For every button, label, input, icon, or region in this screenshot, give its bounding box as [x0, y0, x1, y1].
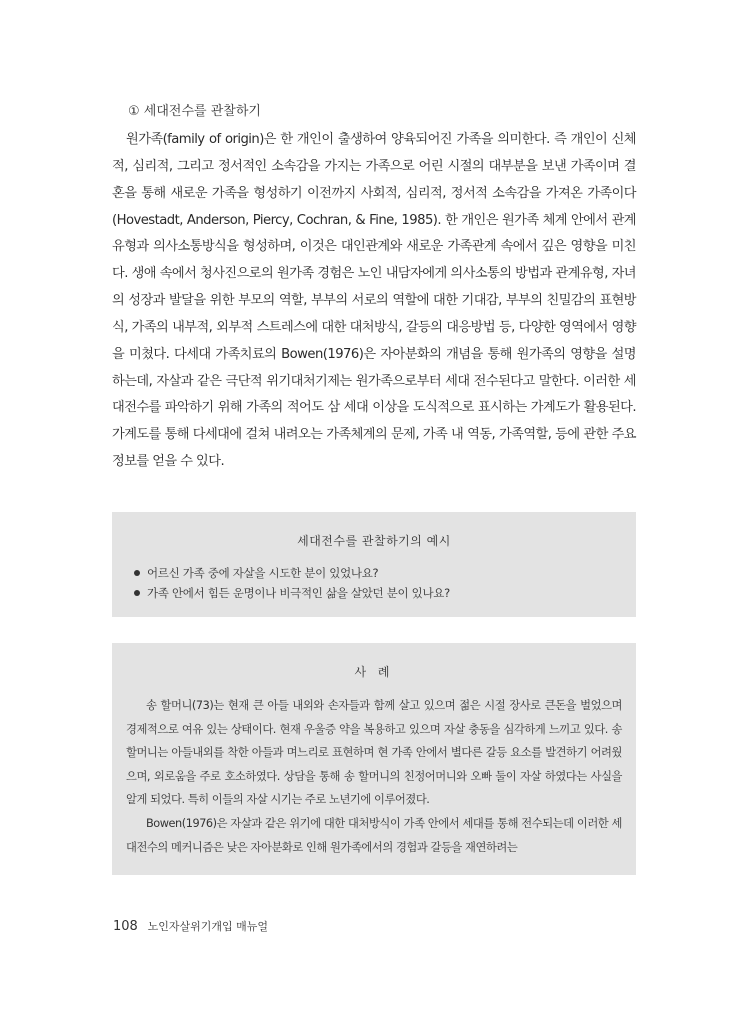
case-paragraph: Bowen(1976)은 자살과 같은 위기에 대한 대처방식이 가족 안에서 세대를 통해 전수되는데 이러한 세대전수의 메커니즘은 낮은 자아분화로 인해 원가족에서의 경험과 갈등을 재연하려는	[126, 816, 622, 854]
example-box-title: 세대전수를 관찰하기의 예시	[297, 534, 451, 548]
page-footer	[113, 918, 268, 934]
bullet-icon	[134, 570, 140, 576]
page-number: 108	[113, 919, 138, 934]
book-title: 노인자살위기개입 매뉴얼	[147, 920, 269, 933]
case-box	[112, 643, 636, 875]
example-list	[112, 563, 636, 603]
example-box	[112, 512, 636, 617]
case-text	[126, 694, 622, 859]
body-paragraph: 원가족(family of origin)은 한 개인이 출생하여 양육되어진 가족을 의미한다. 즉 개인이 신체적, 심리적, 그리고 정서적인 소속감을 가지는 가족으로 어린 시절의 대부분을 보낸 가족이며 결혼을 통해 새로운 가족을 형성하기 이전까지 사회적, 심리적, 정서적 소속감을 가져온 가족이다(Hovestadt, Anderson, Piercy, Cochran, & Fine, 1985). 한 개인은 원가족 체계 안에서 관계유형과 의사소통방식을 형성하며, 이것은 대인관계와 새로운 가족관계 속에서 깊은 영향을 미친다. 생애 속에서 청사진으로의 원가족 경험은 노인 내담자에게 의사소통의 방법과 관계유형, 자녀의 성장과 발달을 위한 부모의 역할, 부부의 서로의 역할에 대한 기대감, 부부의 친밀감의 표현방식, 가족의 내부적, 외부적 스트레스에 대한 대처방식, 갈등의 대응방법 등, 다양한 영역에서 영향을 미쳤다. 다세대 가족치료의 Bowen(1976)은 자아분화의 개념을 통해 원가족의 영향을 설명하는데, 자살과 같은 극단적 위기대처기제는 원가족으로부터 세대 전수된다고 말한다. 이러한 세대전수를 파악하기 위해 가족의 적어도 삼 세대 이상을 도식적으로 표시하는 가계도가 활용된다. 가계도를 통해 다세대에 걸쳐 내려오는 가족체계의 문제, 가족 내 역동, 가족역할, 등에 관한 주요 정보를 얻을 수 있다.	[112, 132, 636, 470]
case-box-title: 사 례	[354, 665, 394, 679]
case-paragraph: 송 할머니(73)는 현재 큰 아들 내외와 손자들과 함께 살고 있으며 젊은 시절 장사로 큰돈을 벌었으며 경제적으로 여유 있는 상태이다. 현재 우울증 약을 복용하고 있으며 자살 충동을 심각하게 느끼고 있다. 송 할머니는 아들내외를 착한 아들과 며느리로 표현하며 현 가족 안에서 별다른 갈등 요소를 발견하기 어려웠으며, 외로움을 주로 호소하였다. 상담을 통해 송 할머니의 친정어머니와 오빠 둘이 자살 하였다는 사실을 알게 되었다. 특히 이들의 자살 시기는 주로 노년기에 이루어졌다.	[126, 699, 622, 807]
list-item	[134, 583, 636, 603]
section-heading: ① 세대전수를 관찰하기	[128, 104, 261, 119]
list-item	[134, 563, 636, 583]
bullet-icon	[134, 590, 140, 596]
list-item-text: 가족 안에서 힘든 운명이나 비극적인 삶을 살았던 분이 있나요?	[147, 586, 450, 600]
list-item-text: 어르신 가족 중에 자살을 시도한 분이 있었나요?	[147, 566, 379, 580]
